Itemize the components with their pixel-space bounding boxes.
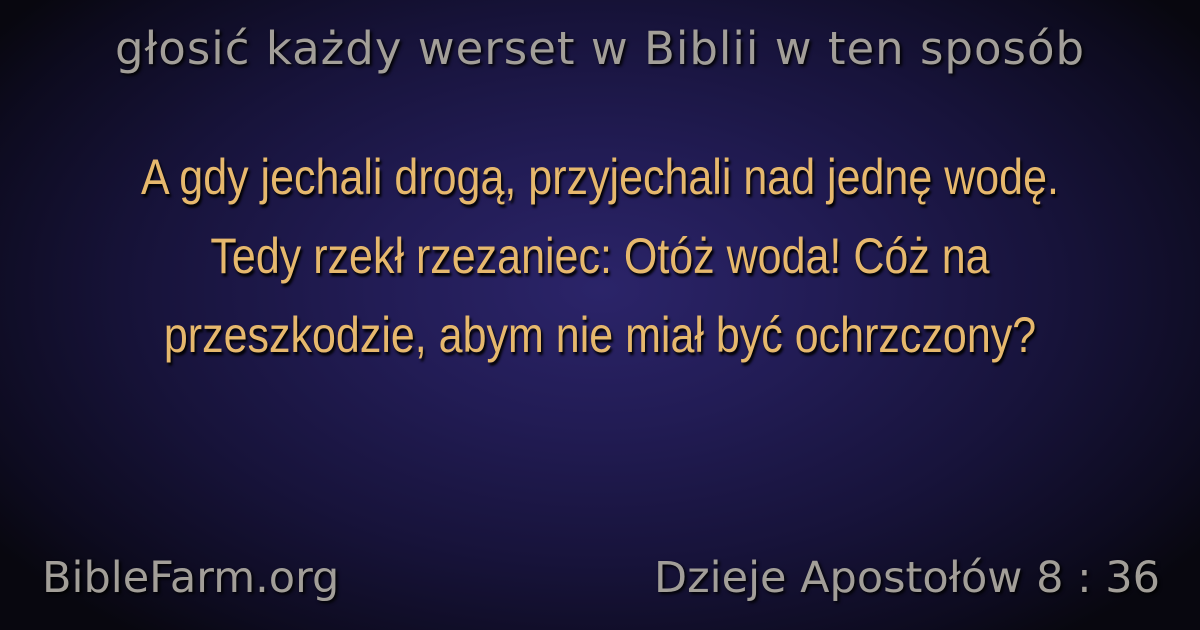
site-name: BibleFarm.org <box>42 553 340 603</box>
verse-text: A gdy jechali drogą, przyjechali nad jednę wodę. Tedy rzekł rzezaniec: Otóż woda! Cóż na przeszkodzie, abym nie miał być ochrzczony? <box>141 149 1059 363</box>
verse-reference: Dzieje Apostołów 8 : 36 <box>653 553 1160 603</box>
tagline: głosić każdy werset w Biblii w ten sposób <box>114 22 1086 75</box>
